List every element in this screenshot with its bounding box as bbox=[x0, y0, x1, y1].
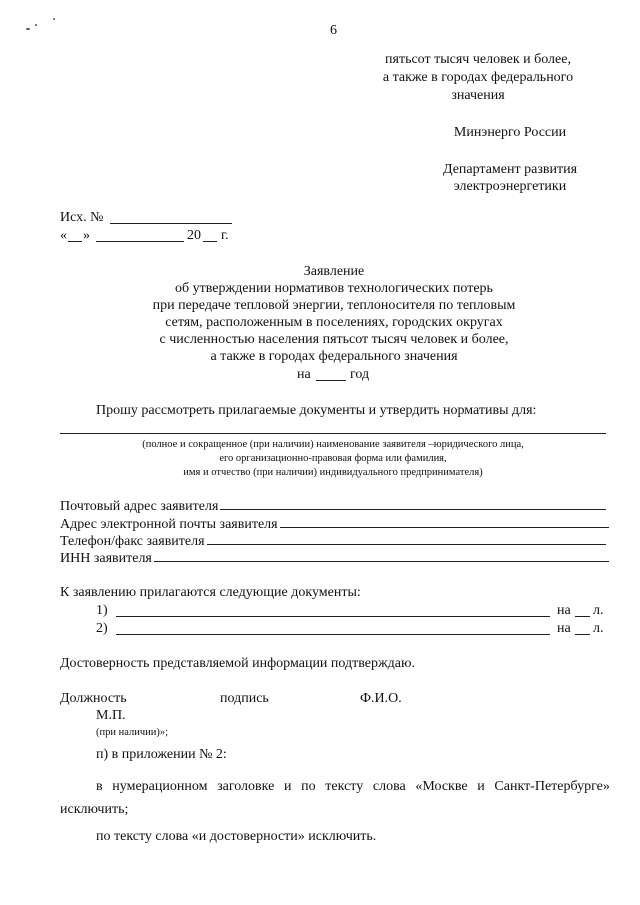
date-day-line bbox=[68, 241, 82, 242]
word: в bbox=[96, 779, 103, 794]
amendment-paragraph-1-continuation: исключить; bbox=[60, 802, 129, 817]
outgoing-number-label: Исх. № bbox=[60, 210, 104, 225]
attachment-1-pages-line bbox=[575, 616, 590, 617]
postal-address-line bbox=[220, 497, 606, 510]
date-close-quote: » bbox=[83, 228, 90, 243]
word: слова bbox=[372, 779, 406, 794]
applicant-hint-line-3: имя и отчество (при наличии) индивидуального предпринимателя) bbox=[183, 467, 483, 478]
attachment-2-pages-line bbox=[575, 634, 590, 635]
page-number: 6 bbox=[330, 23, 337, 38]
phone-fax-label: Телефон/факс заявителя bbox=[60, 534, 205, 549]
confirmation-text: Достоверность представляемой информации подтверждаю. bbox=[60, 656, 415, 671]
request-text: Прошу рассмотреть прилагаемые документы и утвердить нормативы для: bbox=[96, 403, 537, 418]
word: нумерационном bbox=[112, 779, 208, 794]
title-year-line bbox=[316, 380, 346, 381]
title-line-5: а также в городах федерального значения bbox=[210, 349, 458, 364]
word: Санкт-Петербурге» bbox=[494, 779, 610, 794]
stamp-note: (при наличии)»; bbox=[96, 727, 169, 738]
statement-heading: Заявление bbox=[303, 264, 365, 279]
attachment-1-on-label: на bbox=[557, 603, 571, 618]
inn-label: ИНН заявителя bbox=[60, 551, 152, 566]
signature-label: подпись bbox=[220, 691, 269, 706]
outgoing-number-line bbox=[110, 223, 232, 224]
date-month-line bbox=[96, 241, 184, 242]
phone-fax-line bbox=[207, 532, 606, 545]
word: и bbox=[477, 779, 485, 794]
department-line1: Департамент развития bbox=[442, 162, 578, 177]
amendment-item-p: п) в приложении № 2: bbox=[96, 747, 227, 762]
applicant-hint-line-2: его организационно-правовая форма или фамилия, bbox=[219, 453, 447, 464]
attachment-1-number: 1) bbox=[96, 603, 108, 618]
date-year-suffix: г. bbox=[221, 228, 229, 243]
date-open-quote: « bbox=[60, 228, 67, 243]
attachment-1-line bbox=[116, 616, 550, 617]
postal-address-field bbox=[60, 497, 606, 515]
title-year-suffix: год bbox=[350, 367, 370, 382]
postal-address-label: Почтовый адрес заявителя bbox=[60, 499, 219, 514]
date-year-line bbox=[203, 241, 217, 242]
inn-field bbox=[60, 549, 609, 567]
attachment-2-pages-label: л. bbox=[593, 621, 604, 636]
applicant-hint-line-1: (полное и сокращенное (при наличии) наименование заявителя –юридического лица, bbox=[142, 439, 524, 450]
stamp-label: М.П. bbox=[96, 708, 126, 723]
email-label: Адрес электронной почты заявителя bbox=[60, 517, 278, 532]
position-label: Должность bbox=[60, 691, 127, 706]
word: «Москве bbox=[415, 779, 468, 794]
applicant-name-line bbox=[60, 433, 606, 434]
date-year-prefix: 20 bbox=[187, 228, 201, 243]
header-right-line1: пятьсот тысяч человек и более, bbox=[385, 52, 571, 67]
attachments-heading: К заявлению прилагаются следующие документы: bbox=[60, 585, 361, 600]
phone-fax-field bbox=[60, 532, 606, 550]
word: тексту bbox=[325, 779, 364, 794]
word: и bbox=[283, 779, 292, 794]
email-line bbox=[280, 515, 609, 528]
amendment-paragraph-2: по тексту слова «и достоверности» исключить. bbox=[96, 829, 377, 844]
header-right-line3: значения bbox=[451, 88, 505, 103]
department-line2: электроэнергетики bbox=[453, 179, 567, 194]
title-line-2: при передаче тепловой энергии, теплоносителя по тепловым bbox=[152, 298, 516, 313]
header-right-line2: а также в городах федерального bbox=[382, 70, 574, 85]
attachment-1-pages-label: л. bbox=[593, 603, 604, 618]
attachment-2-line bbox=[116, 634, 550, 635]
attachment-2-on-label: на bbox=[557, 621, 571, 636]
title-line-3: сетям, расположенным в поселениях, городских округах bbox=[165, 315, 503, 330]
attachment-2-number: 2) bbox=[96, 621, 108, 636]
word: по bbox=[301, 779, 316, 794]
amendment-paragraph-1 bbox=[96, 778, 610, 795]
word: заголовке bbox=[217, 779, 275, 794]
title-line-4: с численностью населения пятьсот тысяч человек и более, bbox=[159, 332, 509, 347]
ministry-name: Минэнерго России bbox=[453, 125, 567, 140]
email-field bbox=[60, 515, 609, 533]
title-line-1: об утверждении нормативов технологических потерь bbox=[175, 281, 493, 296]
title-year-prefix: на bbox=[297, 367, 311, 382]
inn-line bbox=[154, 549, 609, 562]
full-name-label: Ф.И.О. bbox=[360, 691, 402, 706]
